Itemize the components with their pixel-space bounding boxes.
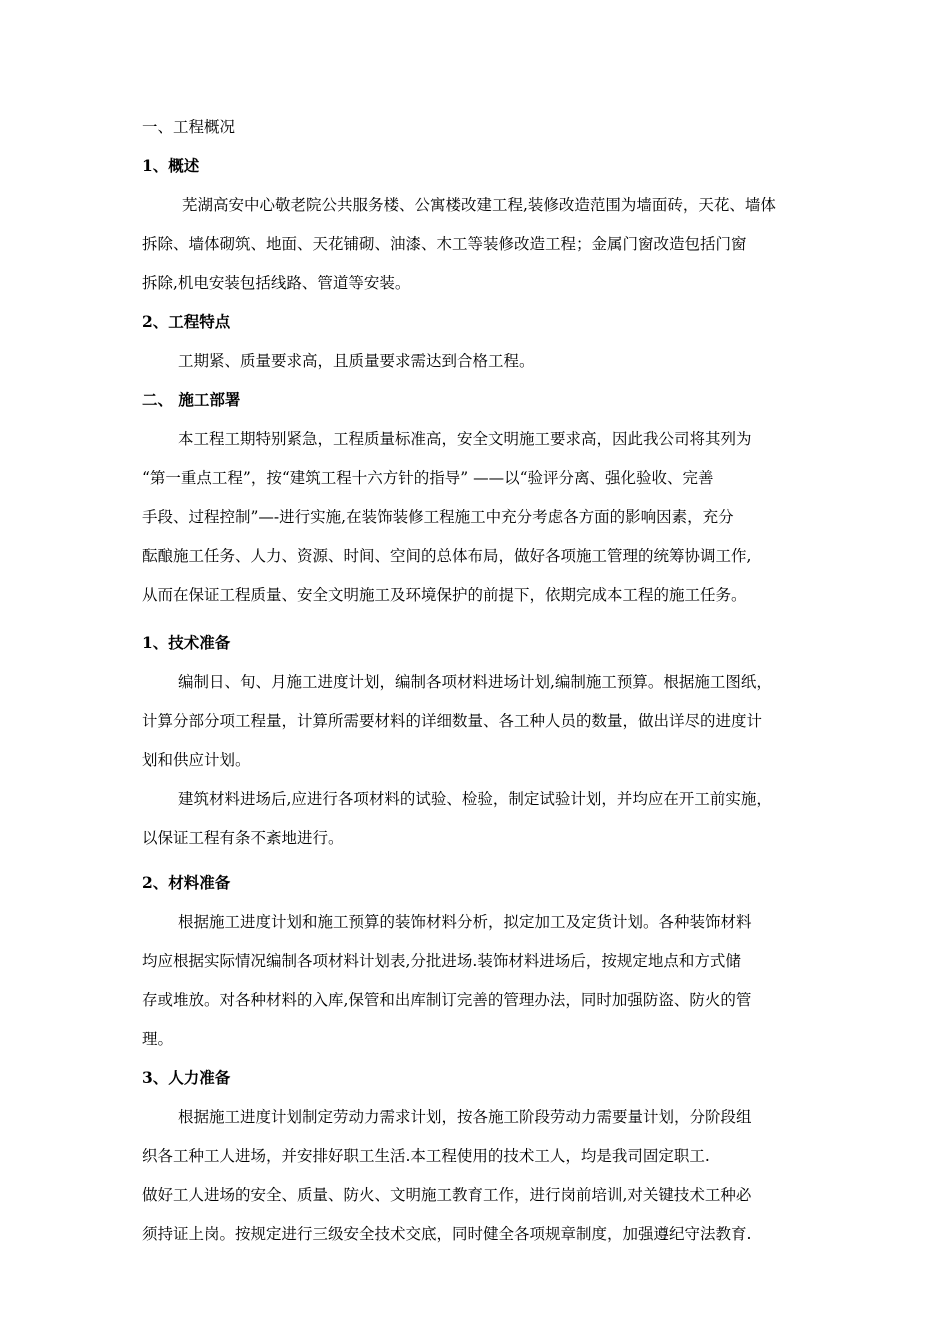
paragraph-line: 划和供应计划。	[142, 751, 251, 769]
paragraph-line: 根据施工进度计划制定劳动力需求计划，按各施工阶段劳动力需要量计划，分阶段组	[178, 1108, 752, 1126]
paragraph-line: 存或堆放。对各种材料的入库,保管和出库制订完善的管理办法，同时加强防盗、防火的管	[142, 991, 752, 1009]
section-heading: 一、工程概况	[142, 118, 236, 136]
paragraph-line: 手段、过程控制”—-进行实施,在装饰装修工程施工中充分考虑各方面的影响因素，充分	[142, 508, 734, 526]
paragraph-line: “第一重点工程”，按“建筑工程十六方针的指导” ——以“验评分离、强化验收、完善	[142, 469, 714, 487]
paragraph-line: 织各工种工人进场，并安排好职工生活.本工程使用的技术工人，均是我司固定职工.	[142, 1147, 710, 1165]
subsection-heading: 3、人力准备	[142, 1068, 231, 1087]
paragraph-line: 拆除,机电安装包括线路、管道等安装。	[142, 274, 411, 292]
subsection-heading: 1、技术准备	[142, 633, 231, 652]
paragraph-line: 须持证上岗。按规定进行三级安全技术交底，同时健全各项规章制度，加强遵纪守法教育.	[142, 1225, 752, 1243]
paragraph-line: 根据施工进度计划和施工预算的装饰材料分析，拟定加工及定货计划。各种装饰材料	[178, 913, 752, 931]
paragraph-line: 建筑材料进场后,应进行各项材料的试验、检验，制定试验计划，并均应在开工前实施，	[178, 790, 772, 808]
subsection-heading: 2、材料准备	[142, 873, 231, 892]
paragraph-line: 理。	[142, 1030, 174, 1048]
subsection-heading: 2、工程特点	[142, 312, 231, 331]
paragraph-line: 芜湖高安中心敬老院公共服务楼、公寓楼改建工程,装修改造范围为墙面砖，天花、墙体	[182, 196, 776, 214]
paragraph-line: 均应根据实际情况编制各项材料计划表,分批进场.装饰材料进场后，按规定地点和方式储	[142, 952, 741, 970]
subsection-heading: 1、概述	[142, 156, 200, 175]
paragraph-line: 工期紧、质量要求高，且质量要求需达到合格工程。	[178, 352, 535, 370]
paragraph-line: 做好工人进场的安全、质量、防火、文明施工教育工作，进行岗前培训,对关键技术工种必	[142, 1186, 752, 1204]
paragraph-line: 从而在保证工程质量、安全文明施工及环境保护的前提下，依期完成本工程的施工任务。	[142, 586, 747, 604]
paragraph-line: 拆除、墙体砌筑、地面、天花铺砌、油漆、木工等装修改造工程；金属门窗改造包括门窗	[142, 235, 747, 253]
paragraph-line: 本工程工期特别紧急，工程质量标准高，安全文明施工要求高，因此我公司将其列为	[178, 430, 752, 448]
section-heading: 二、 施工部署	[142, 390, 241, 409]
paragraph-line: 以保证工程有条不紊地进行。	[142, 829, 344, 847]
paragraph-line: 计算分部分项工程量，计算所需要材料的详细数量、各工种人员的数量，做出详尽的进度计	[142, 712, 763, 730]
paragraph-line: 编制日、旬、月施工进度计划，编制各项材料进场计划,编制施工预算。根据施工图纸，	[178, 673, 772, 691]
paragraph-line: 酝酿施工任务、人力、资源、时间、空间的总体布局，做好各项施工管理的统筹协调工作,	[142, 547, 752, 565]
